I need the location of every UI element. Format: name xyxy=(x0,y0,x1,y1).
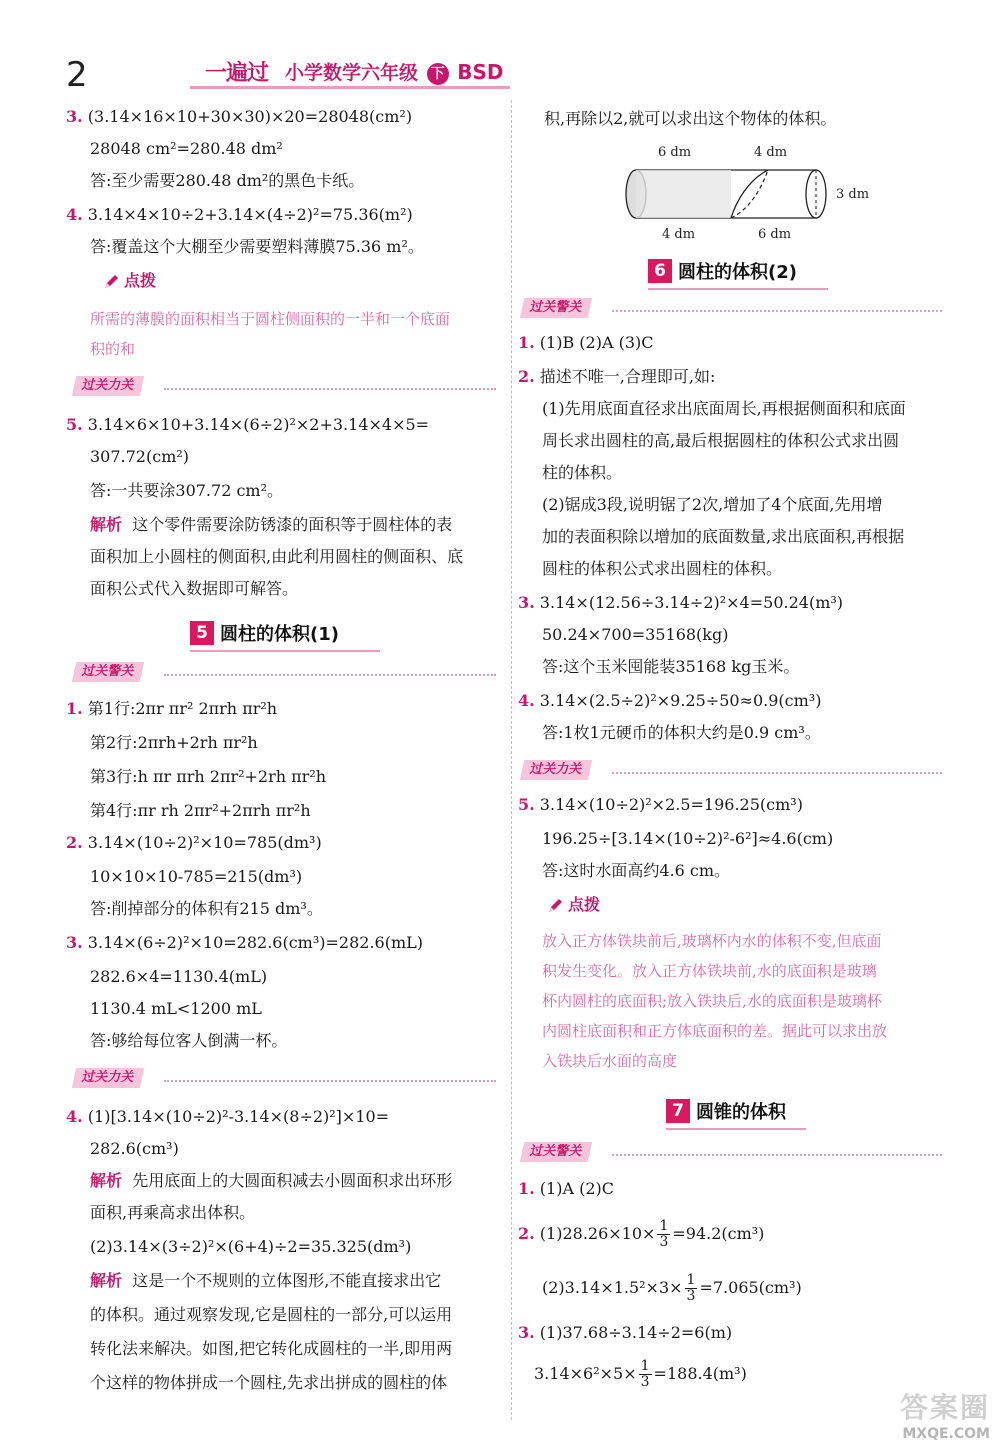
question-number: 3. xyxy=(66,107,83,126)
q3-line2: 28048 cm²=280.48 dm² xyxy=(90,139,283,158)
brand-logo: 一遍过 xyxy=(205,61,269,86)
s5q4-analysis1-line1: 解析 先用底面上的大圆面积减去小圆面积求出环形 xyxy=(90,1171,453,1190)
s6q2-line2: (1)先用底面直径求出底面周长,再根据侧面积和底面 xyxy=(542,399,906,418)
stamp-check: 过关警关 xyxy=(522,296,590,318)
s5q2-line1: 2. 3.14×(10÷2)²×10=785(dm³) xyxy=(66,833,322,852)
s5q4-analysis2-line1: 解析 这是一个不规则的立体图形,不能直接求出它 xyxy=(90,1271,442,1290)
grade-badge: 下 xyxy=(427,63,449,85)
q4-line1: 4. 3.14×4×10÷2+3.14×(4÷2)²=75.36(m²) xyxy=(66,205,413,224)
question-number: 5. xyxy=(518,795,535,814)
question-number: 2. xyxy=(66,833,83,852)
s6q2-line7: 圆柱的体积公式求出圆柱的体积。 xyxy=(542,559,783,578)
s5q4-line1: 4. (1)[3.14×(10÷2)²-3.14×(8÷2)²]×10= xyxy=(66,1107,390,1126)
fraction-one-third: $\frac{1}{3}$ xyxy=(640,1358,650,1390)
column-divider xyxy=(511,100,512,1420)
s6q3-line2: 50.24×700=35168(kg) xyxy=(542,625,729,644)
s6q2-line4: 柱的体积。 xyxy=(542,463,623,482)
half-cylinder-figure xyxy=(618,142,878,242)
s5q4-analysis2-line4: 个这样的物体拼成一个圆柱,先求出拼成的圆柱的体 xyxy=(90,1373,448,1392)
s5q1-line3: 第3行:h πr πrh 2πr²+2rh πr²h xyxy=(90,767,327,786)
note2-line3: 杯内圆柱的底面积;放入铁块后,水的底面积是玻璃杯 xyxy=(542,992,882,1010)
s6q2-line1: 2. 描述不唯一,合理即可,如: xyxy=(518,367,716,386)
note1-line2: 积的和 xyxy=(90,340,136,358)
s5q3-line3: 1130.4 mL<1200 mL xyxy=(90,999,262,1018)
stamp-check: 过关警关 xyxy=(522,1140,590,1162)
q4-answer: 答:覆盖这个大棚至少需要塑料薄膜75.36 m²。 xyxy=(90,237,424,256)
stamp-level: 过关力关 xyxy=(74,374,142,396)
subject-title xyxy=(285,58,504,85)
fig-label-right: 3 dm xyxy=(836,187,870,202)
q5-line1: 5. 3.14×6×10+3.14×(6÷2)²×2+3.14×4×5= xyxy=(66,415,430,434)
q5-analysis-line3: 面积公式代入数据即可解答。 xyxy=(90,579,299,598)
pencil-icon xyxy=(546,897,564,915)
s5q1-line4: 第4行:πr rh 2πr²+2πrh πr²h xyxy=(90,801,311,820)
s7q3-line1: 3. (1)37.68÷3.14÷2=6(m) xyxy=(518,1323,733,1342)
s6q2-line6: 加的表面积除以增加的底面数量,求出底面积,再根据 xyxy=(542,527,905,546)
pencil-icon xyxy=(102,273,120,291)
s5q3-line2: 282.6×4=1130.4(mL) xyxy=(90,967,268,986)
note1-header: 点拨 xyxy=(102,270,156,292)
s5q1-line1: 1. 第1行:2πr πr² 2πrh πr²h xyxy=(66,699,278,718)
fig-label-bottom-right: 6 dm xyxy=(758,227,792,242)
question-number: 5. xyxy=(66,415,83,434)
s6q2-line3: 周长求出圆柱的高,最后根据圆柱的体积公式求出圆 xyxy=(542,431,900,450)
fig-label-top-left: 6 dm xyxy=(658,145,692,160)
s5q3-line1: 3. 3.14×(6÷2)²×10=282.6(cm³)=282.6(mL) xyxy=(66,933,423,952)
s6q5-line2: 196.25÷[3.14×(10÷2)²-6²]≈4.6(cm) xyxy=(542,829,834,848)
note2-line1: 放入正方体铁块前后,玻璃杯内水的体积不变,但底面 xyxy=(542,932,882,950)
s7q1-line1: 1. (1)A (2)C xyxy=(518,1179,615,1198)
question-number: 2. xyxy=(518,1224,535,1243)
fraction-one-third: $\frac{1}{3}$ xyxy=(659,1218,669,1250)
stamp-level: 过关力关 xyxy=(522,758,590,780)
s6q3-answer: 答:这个玉米囤能装35168 kg玉米。 xyxy=(542,657,800,676)
stamp-check: 过关警关 xyxy=(74,660,142,682)
s5q1-line2: 第2行:2πrh+2rh πr²h xyxy=(90,733,258,752)
section-number-badge: 5 xyxy=(190,621,214,645)
stamp-level: 过关力关 xyxy=(74,1066,142,1088)
subject-text: 小学数学六年级 xyxy=(285,62,419,84)
continued-line: 积,再除以2,就可以求出这个物体的体积。 xyxy=(544,109,837,128)
section-6-title: 6 圆柱的体积(2) xyxy=(648,258,828,288)
q5-answer: 答:一共要涂307.72 cm²。 xyxy=(90,481,284,500)
s7q2-line1: 2. (1)28.26×10× $\frac{1}{3}$ =94.2(cm³) xyxy=(518,1218,765,1250)
s5q2-line2: 10×10×10-785=215(dm³) xyxy=(90,867,303,886)
question-number: 4. xyxy=(66,1107,83,1126)
s5q4-analysis2-line2: 的体积。通过观察发现,它是圆柱的一部分,可以运用 xyxy=(90,1305,453,1324)
question-number: 3. xyxy=(66,933,83,952)
s5q4-line2: 282.6(cm³) xyxy=(90,1139,179,1158)
analysis-tag: 解析 xyxy=(90,1271,123,1290)
question-number: 1. xyxy=(518,333,535,352)
page-header xyxy=(0,0,1000,95)
q3-answer: 答:至少需要280.48 dm²的黑色卡纸。 xyxy=(90,171,365,190)
s6q1-line1: 1. (1)B (2)A (3)C xyxy=(518,333,654,352)
note2-line4: 内圆柱底面积和正方体底面积的差。据此可以求出放 xyxy=(542,1022,888,1040)
s6q2-line5: (2)锯成3段,说明锯了2次,增加了4个底面,先用增 xyxy=(542,495,883,514)
section-number-badge: 7 xyxy=(666,1099,690,1123)
edition-label: BSD xyxy=(457,60,504,84)
page-number: 2 xyxy=(66,55,88,95)
note2-line5: 入铁块后水面的高度 xyxy=(542,1052,678,1070)
note1-line1: 所需的薄膜的面积相当于圆柱侧面积的一半和一个底面 xyxy=(90,310,451,328)
note2-header: 点拨 xyxy=(546,894,600,916)
question-number: 2. xyxy=(518,367,535,386)
s5q2-answer: 答:削掉部分的体积有215 dm³。 xyxy=(90,899,323,918)
question-number: 4. xyxy=(66,205,83,224)
s6q3-line1: 3. 3.14×(12.56÷3.14÷2)²×4=50.24(m³) xyxy=(518,593,844,612)
s5q4-analysis1-line2: 面积,再乘高求出体积。 xyxy=(90,1203,256,1222)
question-number: 3. xyxy=(518,593,535,612)
s5q3-answer: 答:够给每位客人倒满一杯。 xyxy=(90,1031,288,1050)
question-number: 1. xyxy=(518,1179,535,1198)
s6q5-answer: 答:这时水面高约4.6 cm。 xyxy=(542,861,731,880)
question-number: 4. xyxy=(518,691,535,710)
s5q4-line3: (2)3.14×(3÷2)²×(6+4)÷2=35.325(dm³) xyxy=(90,1237,412,1256)
fig-label-top-right: 4 dm xyxy=(754,145,788,160)
note2-line2: 积发生变化。放入正方体铁块前,水的底面积是玻璃 xyxy=(542,962,877,980)
section-5-title: 5 圆柱的体积(1) xyxy=(190,620,380,650)
analysis-tag: 解析 xyxy=(90,1171,123,1190)
s5q4-analysis2-line3: 转化法来解决。如图,把它转化成圆柱的一半,即用两 xyxy=(90,1339,453,1358)
analysis-tag: 解析 xyxy=(90,515,123,534)
fraction-one-third: $\frac{1}{3}$ xyxy=(686,1272,696,1304)
q3-line1: 3. (3.14×16×10+30×30)×20=28048(cm²) xyxy=(66,107,413,126)
question-number: 1. xyxy=(66,699,83,718)
fig-label-bottom-left: 4 dm xyxy=(662,227,696,242)
s6q4-answer: 答:1枚1元硬币的体积大约是0.9 cm³。 xyxy=(542,723,821,742)
s6q4-line1: 4. 3.14×(2.5÷2)²×9.25÷50≈0.9(cm³) xyxy=(518,691,822,710)
question-number: 3. xyxy=(518,1323,535,1342)
section-number-badge: 6 xyxy=(648,259,672,283)
q5-analysis-line1: 解析 这个零件需要涂防锈漆的面积等于圆柱体的表 xyxy=(90,515,453,534)
header-underline xyxy=(190,86,510,89)
site-watermark: 答案圈 MXQE.COM xyxy=(899,1391,990,1442)
s6q5-line1: 5. 3.14×(10÷2)²×2.5=196.25(cm³) xyxy=(518,795,803,814)
q5-line2: 307.72(cm²) xyxy=(90,447,190,466)
q5-analysis-line2: 面积加上小圆柱的侧面积,由此利用圆柱的侧面积、底 xyxy=(90,547,464,566)
section-7-title: 7 圆锥的体积 xyxy=(666,1098,806,1128)
s7q3-line2: 3.14×6²×5× $\frac{1}{3}$ =188.4(m³) xyxy=(534,1358,747,1390)
s7q2-line2: (2)3.14×1.5²×3× $\frac{1}{3}$ =7.065(cm³) xyxy=(542,1272,802,1304)
